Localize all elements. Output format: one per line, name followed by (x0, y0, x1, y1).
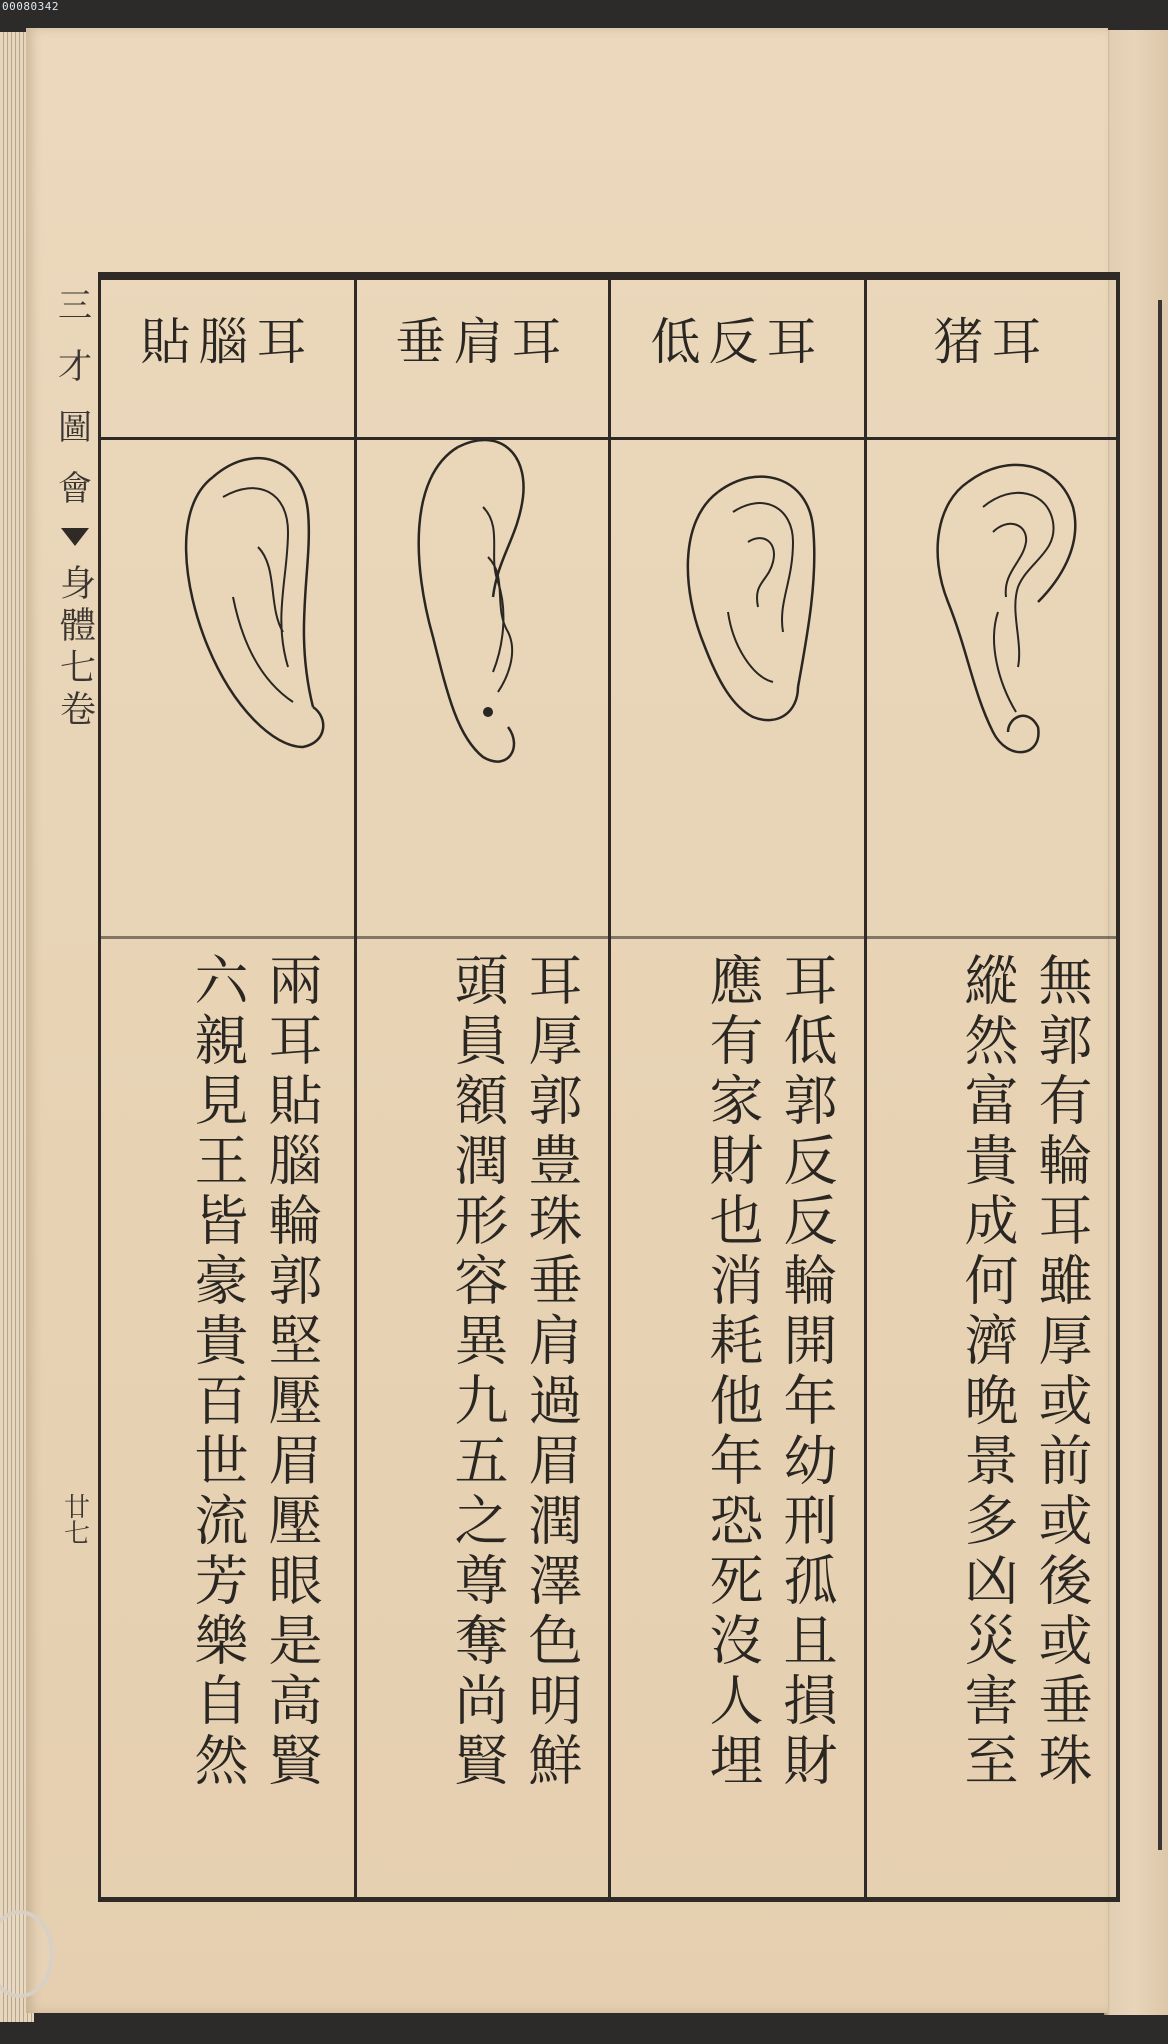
table-right-rule (1116, 272, 1120, 1902)
fold-page-number: 廿七 (59, 1493, 90, 1545)
scan-id-label: 00080342 (2, 0, 59, 13)
ear-desc-head-hugging (118, 952, 328, 1882)
book-page (26, 28, 1108, 2013)
ear-type-table (98, 272, 1120, 1904)
ear-title-head-hugging: 貼腦耳 (140, 313, 315, 371)
fold-char-1: 三 (58, 286, 92, 326)
low-reversed-ear-drawing (658, 432, 838, 752)
ear-desc-shoulder-hanging-line-1: 耳厚郭豊珠垂肩過眉潤澤色明鮮 (520, 952, 583, 1792)
ear-desc-pig-line-1: 無郭有輪耳雖厚或前或後或垂珠 (1030, 952, 1093, 1792)
column-rule-3 (864, 272, 867, 1902)
ear-desc-low-reversed-line-1: 耳低郭反反輪開年幼刑孤且損財 (775, 952, 838, 1792)
fold-char-3: 圖 (58, 408, 92, 448)
ear-title-pig: 猪耳 (933, 313, 1050, 371)
fold-page-mark (56, 1493, 94, 1545)
ear-desc-shoulder-hanging-line-2: 頭員額潤形容異九五之尊奪尚賢 (446, 952, 509, 1792)
ear-desc-pig-line-2: 縱然富貴成何濟晚景多凶災害至 (956, 952, 1019, 1792)
ear-title-shoulder-hanging: 垂肩耳 (395, 313, 570, 371)
fold-chapter: 身體七卷 (54, 564, 96, 732)
facing-page-rule (1158, 300, 1162, 1850)
fold-char-2: 才 (58, 347, 92, 387)
ear-desc-low-reversed-line-2: 應有家財也消耗他年恐死沒人埋 (701, 952, 764, 1792)
fold-char-4: 會 (58, 469, 92, 509)
table-left-rule (98, 272, 101, 1902)
ear-title-low-reversed: 低反耳 (650, 313, 825, 371)
ear-desc-head-hugging-line-1: 兩耳貼腦輪郭堅壓眉壓眼是高賢 (260, 952, 323, 1792)
ear-desc-low-reversed (633, 952, 843, 1882)
fold-column (56, 278, 94, 732)
column-rule-1 (354, 272, 357, 1902)
head-hugging-ear-drawing (163, 417, 343, 777)
pig-ear-drawing (898, 412, 1098, 772)
ear-desc-head-hugging-line-2: 六親見王皆豪貴百世流芳樂自然 (186, 952, 249, 1792)
ear-desc-shoulder-hanging (378, 952, 588, 1882)
column-rule-2 (608, 272, 611, 1902)
ear-desc-pig (888, 952, 1098, 1882)
fold-fish-tail-icon (61, 528, 89, 546)
shoulder-hanging-ear-drawing (388, 407, 568, 787)
